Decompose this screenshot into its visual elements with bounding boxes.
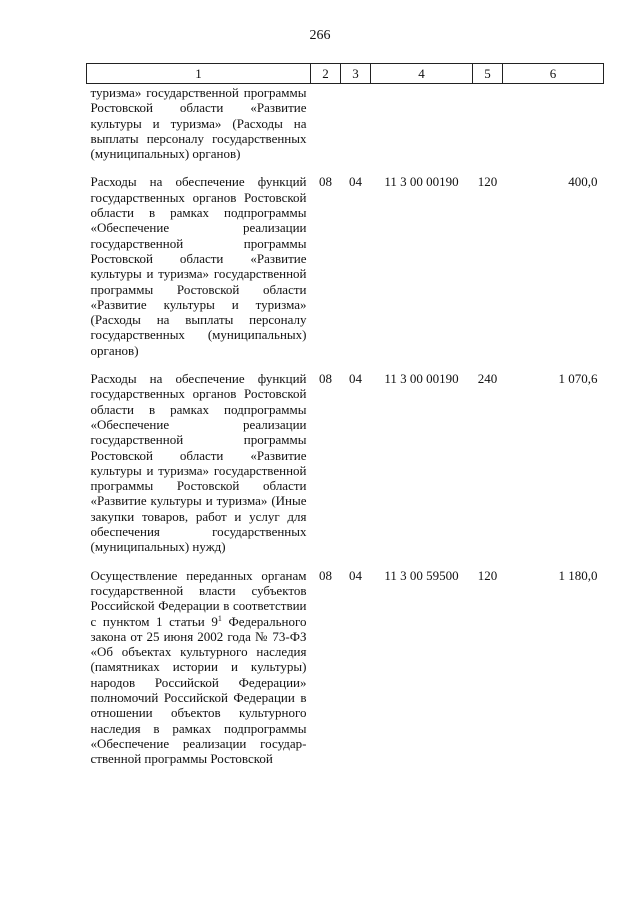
row-section: 08	[319, 567, 332, 583]
column-header-5: 5	[473, 64, 503, 84]
row-description: Расходы на обеспечение функций государственных органов Ростовской области в рамках подпрограммы «Обеспечение реализации государственной программы Ростовской области «Развитие культуры и туризма» государственной программы Ростовской области «Развитие культуры и туризма» (Иные закупки товаров, работ и услуг для обеспечения государственных (муниципальных) нужд)	[90, 371, 307, 555]
row-subsection: 04	[349, 174, 362, 190]
row-expense-type: 120	[477, 174, 498, 190]
table-row	[87, 84, 604, 175]
row-target-article: 11 3 00 00190	[384, 174, 459, 190]
column-header-6: 6	[503, 64, 604, 84]
column-header-2: 2	[311, 64, 341, 84]
row-amount: 400,0	[568, 174, 598, 190]
column-header-3: 3	[341, 64, 371, 84]
row-expense-type	[473, 84, 503, 175]
budget-table	[86, 63, 604, 779]
row-target-article: 11 3 00 59500	[384, 567, 459, 583]
row-amount: 1 180,0	[558, 567, 598, 583]
superscript-marker: 1	[217, 613, 222, 623]
row-expense-type: 120	[477, 567, 498, 583]
row-description: Расходы на обеспечение функций государственных органов Ростовской области в рамках подпрограммы «Обеспечение реализации государственной программы Ростовской области «Развитие культуры и туризма» государственной программы Ростовской области «Развитие культуры и туризма» (Расходы на выплаты персоналу государственных (муниципальных) органов)	[90, 174, 307, 358]
row-description: туризма» государственной программы Ростовской области «Развитие культуры и туризма» (Расходы на выплаты персоналу государственных (муниципальных) органов)	[90, 85, 307, 162]
page-number: 266	[309, 28, 331, 43]
row-section: 08	[319, 371, 332, 387]
column-header-4: 4	[371, 64, 473, 84]
row-description-part1: Осуществление переданных органам государственной власти субъектов Российской Федерации в соответствии с пунктом 1 статьи 9	[90, 567, 307, 629]
table-row	[87, 371, 604, 568]
row-section: 08	[319, 174, 332, 190]
row-target-article	[371, 84, 473, 175]
row-description	[87, 568, 311, 780]
table-header-row	[87, 64, 604, 84]
row-subsection: 04	[349, 371, 362, 387]
column-header-1: 1	[87, 64, 311, 84]
row-target-article: 11 3 00 00190	[384, 371, 459, 387]
table-row	[87, 568, 604, 780]
row-amount: 1 070,6	[558, 371, 598, 387]
row-amount	[503, 84, 604, 175]
table-row	[87, 174, 604, 371]
row-subsection: 04	[349, 567, 362, 583]
row-section	[311, 84, 341, 175]
row-expense-type: 240	[477, 371, 498, 387]
row-subsection	[341, 84, 371, 175]
row-description-part2: Федерального закона от 25 июня 2002 года № 73-ФЗ «Об объектах культурного наследия (памятниках истории и культуры) народов Российской Федерации» полномочий Российской Федерации в отношении объектов культурного наследия в рамках подпрограммы «Обеспечение реализации государственной программы Ростовской	[90, 613, 307, 767]
